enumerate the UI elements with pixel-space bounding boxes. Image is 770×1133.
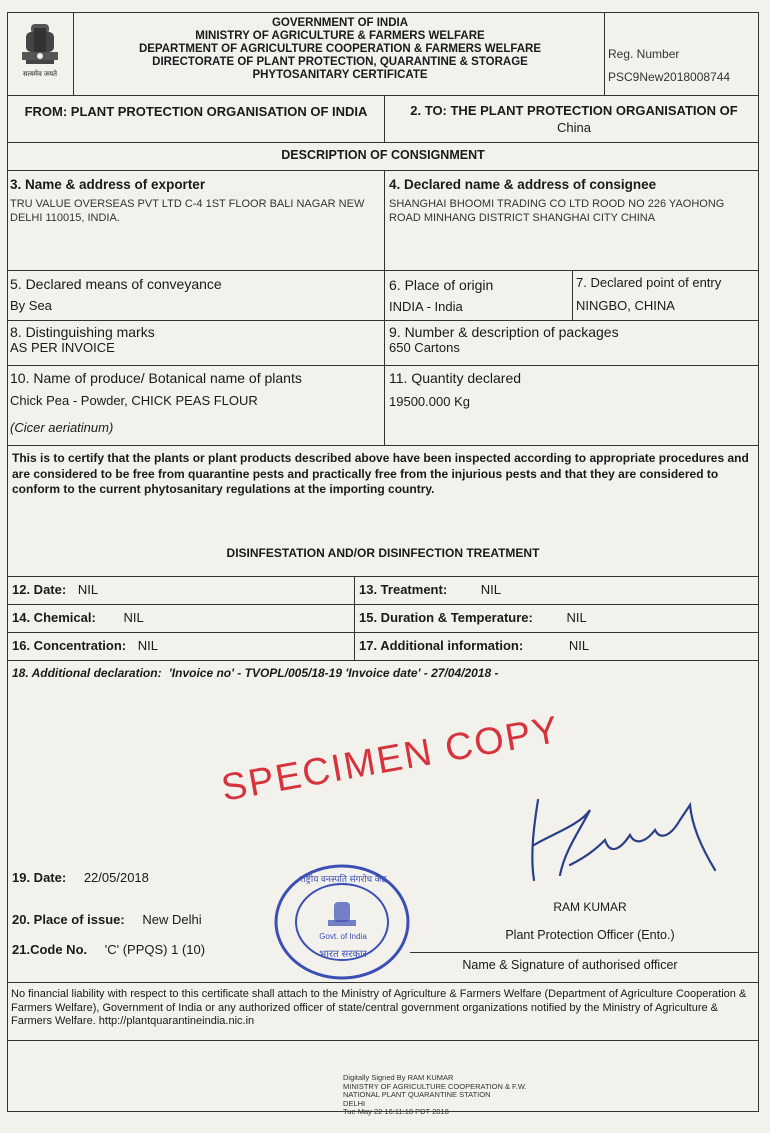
additional-info [359,638,589,653]
from-field: FROM: PLANT PROTECTION ORGANISATION OF INDIA [24,104,368,119]
reg-number: PSC9New2018008744 [608,70,731,84]
duration-value: NIL [566,610,587,625]
code-number-label: 21.Code No. [12,942,88,957]
entry-value: NINGBO, CHINA [576,298,675,313]
reg-number-block [608,47,758,84]
issue-place-label: 20. Place of issue: [12,912,125,927]
to-label: 2. TO: THE PLANT PROTECTION ORGANISATION OF [410,103,738,118]
issue-date-value: 22/05/2018 [83,870,149,885]
divider [384,270,385,320]
certificate-title: PHYTOSANITARY CERTIFICATE [252,69,428,81]
marks-field [10,325,380,355]
divider [7,95,759,96]
emblem-caption: सत्यमेव जयते [22,71,58,78]
treatment-type-value: NIL [480,582,502,597]
consignee-value: SHANGHAI BHOOMI TRADING CO LTD ROOD NO 226 YAOHONG ROAD MINHANG DISTRICT SHANGHAI CITY CHINA [389,198,725,224]
divider [7,1040,759,1041]
origin-value: INDIA - India [389,299,463,314]
quantity-field [389,370,754,409]
emblem-icon [14,18,66,90]
divider [7,660,759,661]
divider [7,576,759,577]
issue-place-value: New Delhi [142,912,202,927]
additional-info-label: 17. Additional information: [359,638,524,653]
produce-value: Chick Pea - Powder, CHICK PEAS FLOUR [10,393,258,408]
divider [572,270,573,320]
treatment-date-value: NIL [77,582,99,597]
botanical-name: (Cicer aeriatinum) [10,420,114,435]
divider [7,270,759,271]
divider [410,952,759,953]
packages-label: 9. Number & description of packages [389,324,619,340]
divider [7,170,759,171]
quantity-label: 11. Quantity declared [389,370,522,386]
header-block [80,17,600,82]
divider [7,320,759,321]
divider [7,445,759,446]
concentration-label: 16. Concentration: [12,638,127,653]
issue-place [12,912,202,927]
exporter-value: TRU VALUE OVERSEAS PVT LTD C-4 1ST FLOOR BALI NAGAR NEW DELHI 110015, INDIA. [10,198,365,224]
officer-name: RAM KUMAR [553,900,627,914]
exporter-label: 3. Name & address of exporter [10,177,206,192]
additional-info-value: NIL [568,638,590,653]
divider [384,95,385,142]
chemical [12,610,144,625]
seal-gov-text: Govt. of India [319,932,367,941]
consignee-field [389,177,754,225]
digital-sign-line: NATIONAL PLANT QUARANTINE STATION [343,1090,491,1099]
issue-date [12,870,149,885]
treatment-date [12,582,98,597]
consignment-heading: DESCRIPTION OF CONSIGNMENT [281,148,485,162]
chemical-value: NIL [123,610,144,625]
divider [7,982,759,983]
concentration-value: NIL [137,638,158,653]
conveyance-field [10,276,380,313]
divider [73,12,74,95]
specimen-stamp: SPECIMEN COPY [218,708,564,810]
exporter-field [10,177,380,225]
consignee-label: 4. Declared name & address of consignee [389,177,657,192]
divider [7,632,759,633]
header-line: GOVERNMENT OF INDIA [271,17,409,29]
chemical-label: 14. Chemical: [12,610,96,625]
divider [604,12,605,95]
header-line: DIRECTORATE OF PLANT PROTECTION, QUARANTINE & STORAGE [152,56,528,68]
issue-date-label: 19. Date: [12,870,67,885]
certify-text: This is to certify that the plants or plant products described above have been inspected according to appropriate procedures and are considered to be free from quarantine pests and practically free from the injurious pests and that they are considered to conform to the current phytosanitary regulations at the importing country. [12,451,749,496]
packages-field [389,325,754,355]
produce-label: 10. Name of produce/ Botanical name of plants [10,370,302,386]
origin-field [389,277,569,314]
reg-label: Reg. Number [608,47,680,61]
entry-label: 7. Declared point of entry [576,275,722,290]
divider [354,576,355,660]
treatment-heading: DISINFESTATION AND/OR DISINFECTION TREATMENT [226,546,540,560]
concentration [12,638,158,653]
duration-label: 15. Duration & Temperature: [359,610,533,625]
digital-sign-line: DELHI [343,1098,366,1108]
code-number [12,942,205,957]
conveyance-label: 5. Declared means of conveyance [10,276,222,292]
digital-sign-line: Digitally Signed By RAM KUMAR [343,1073,454,1082]
duration [359,610,587,625]
marks-value: AS PER INVOICE [10,340,115,355]
divider [384,170,385,270]
divider [384,320,385,365]
header-line: DEPARTMENT OF AGRICULTURE COOPERATION & FARMERS WELFARE [138,43,542,55]
divider [7,365,759,366]
conveyance-value: By Sea [10,298,52,313]
national-emblem [14,18,66,90]
seal-bottom-text: भारत सरकार [319,949,367,960]
digital-signature [343,1074,643,1117]
code-number-value: 'C' (PPQS) 1 (10) [104,942,206,957]
treatment-type [359,582,501,597]
origin-label: 6. Place of origin [389,277,494,293]
divider [7,604,759,605]
packages-value: 650 Cartons [389,340,460,355]
entry-field [576,275,758,313]
treatment-date-label: 12. Date: [12,582,67,597]
additional-declaration-label: 18. Additional declaration: [12,666,162,680]
additional-declaration [12,666,754,680]
marks-label: 8. Distinguishing marks [10,324,155,340]
quantity-value: 19500.000 Kg [389,394,470,409]
liability-text: No financial liability with respect to this certificate shall attach to the Ministry of Agriculture & Farmers Welfare (Department of Agriculture Cooperation & Farmers Welfare), Government of India or any authorized officer of state/central government organizations notified by the Ministry of Agriculture & Farmers Welfare. http://plantquarantineindia.nic.in [11,988,747,1027]
officer-caption: Name & Signature of authorised officer [462,958,678,972]
treatment-type-label: 13. Treatment: [359,582,448,597]
produce-field [10,370,382,435]
to-value: China [557,120,591,135]
digital-sign-line: MINISTRY OF AGRICULTURE COOPERATION & F.W. [343,1081,527,1091]
signature-icon [520,785,730,895]
to-field [388,102,760,136]
divider [7,142,759,143]
divider [384,365,385,445]
seal-top-text: राष्ट्रीय वनस्पति संगरोध केंद्र [299,874,387,884]
header-line: MINISTRY OF AGRICULTURE & FARMERS WELFARE [195,30,485,42]
additional-declaration-value: 'Invoice no' - TVOPL/005/18-19 'Invoice date' - 27/04/2018 - [168,666,499,680]
digital-sign-line: Tue May 22 16:11:18 PDT 2018 [343,1107,449,1116]
officer-designation: Plant Protection Officer (Ento.) [505,928,675,942]
